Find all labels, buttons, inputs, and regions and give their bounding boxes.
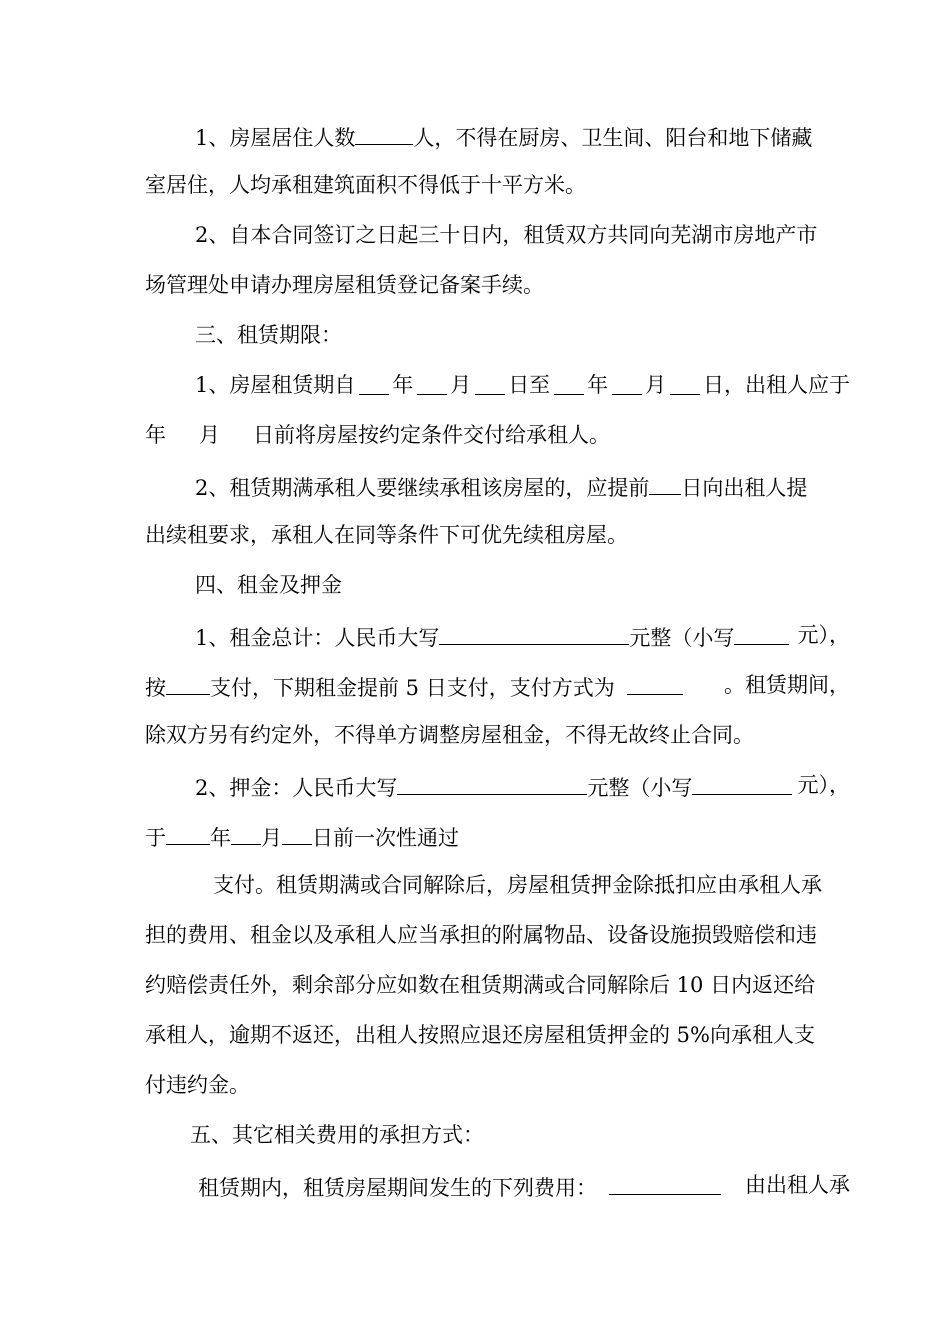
blank-end-month[interactable] xyxy=(612,370,642,395)
text: 支付。租赁期满或合同解除后，房屋租赁押金除抵扣应由承租人承 xyxy=(213,873,822,897)
text: 1、房屋居住人数 xyxy=(195,126,356,150)
text: 日前一次性通过 xyxy=(312,826,459,850)
blank-rent-words[interactable] xyxy=(439,620,629,645)
para-rent-line-1 xyxy=(195,620,850,653)
text: 2、自本合同签订之日起三十日内，租赁双方共同向芜湖市房地产市 xyxy=(195,223,818,247)
para-registration-line-2: 场管理处申请办理房屋租赁登记备案手续。 xyxy=(145,273,544,297)
text: 于 xyxy=(145,826,166,850)
text: 日至 xyxy=(508,373,551,397)
text: 年 xyxy=(210,826,231,850)
text: 月 xyxy=(645,373,667,397)
section-heading-rent-deposit: 四、租金及押金 xyxy=(195,573,342,597)
text: 月 xyxy=(261,826,282,850)
text: 人，不得在厨房、卫生间、阳台和地下储藏 xyxy=(413,126,813,150)
text: 月 xyxy=(199,423,220,447)
para-deposit-line-1 xyxy=(195,770,850,803)
para-rent-line-3: 除双方另有约定外，不得单方调整房屋租金，不得无故终止合同。 xyxy=(145,723,754,747)
section-heading-lease-term: 三、租赁期限： xyxy=(195,323,342,347)
blank-deposit-month[interactable] xyxy=(231,820,261,845)
para-registration-line-1 xyxy=(195,220,850,250)
para-residents-line-1 xyxy=(195,120,850,153)
text: 年 xyxy=(145,423,166,447)
para-deposit-line-4 xyxy=(145,920,850,950)
text: 日向出租人提 xyxy=(681,476,808,500)
text: 担的费用、租金以及承租人应当承担的附属物品、设备设施损毁赔偿和违 xyxy=(145,923,817,947)
text: 2、押金：人民币大写 xyxy=(195,776,398,800)
blank-start-month[interactable] xyxy=(417,370,447,395)
blank-resident-count[interactable] xyxy=(355,120,413,145)
para-residents-line-2: 室居住，人均承租建筑面积不得低于十平方米。 xyxy=(145,173,586,197)
para-other-fees-line-1 xyxy=(198,1170,850,1203)
blank-end-year[interactable] xyxy=(554,370,584,395)
blank-rent-figures[interactable] xyxy=(734,620,789,645)
text: 日前将房屋按约定条件交付给承租人。 xyxy=(253,423,610,447)
text: 。租赁期间， xyxy=(724,673,850,697)
blank-deposit-year[interactable] xyxy=(166,820,210,845)
blank-start-year[interactable] xyxy=(359,370,389,395)
blank-notice-days[interactable] xyxy=(649,470,681,495)
text: 约赔偿责任外，剩余部分应如数在租赁期满或合同解除后 10 日内返还给 xyxy=(145,973,816,997)
para-deposit-line-7: 付违约金。 xyxy=(145,1073,250,1097)
text: 元整（小写 xyxy=(629,626,735,650)
text: 年 xyxy=(587,373,609,397)
blank-deposit-words[interactable] xyxy=(397,770,587,795)
para-lease-term-line-1 xyxy=(195,370,850,400)
text: 年 xyxy=(392,373,414,397)
para-rent-line-2 xyxy=(145,670,850,703)
text: 由出租人承 xyxy=(745,1173,850,1197)
text: 日，出租人应于 xyxy=(703,373,850,397)
text: 元整（小写 xyxy=(587,776,693,800)
text: 2、租赁期满承租人要继续承租该房屋的，应提前 xyxy=(195,476,650,500)
text: 月 xyxy=(450,373,472,397)
text: 承租人，逾期不返还，出租人按照应退还房屋租赁押金的 5%向承租人支 xyxy=(145,1023,815,1047)
para-renewal-line-1 xyxy=(195,470,850,503)
section-heading-other-fees: 五、其它相关费用的承担方式： xyxy=(190,1123,484,1147)
text: 支付，下期租金提前 5 日支付，支付方式为 xyxy=(210,676,615,700)
blank-payment-method[interactable] xyxy=(627,670,683,695)
text: 元）， xyxy=(797,773,850,797)
text: 1、房屋租赁期自 xyxy=(195,373,356,397)
para-deposit-line-6 xyxy=(145,1020,850,1050)
text: 1、租金总计：人民币大写 xyxy=(195,626,440,650)
blank-end-day[interactable] xyxy=(670,370,700,395)
blank-deposit-figures[interactable] xyxy=(692,770,792,795)
text: 元）， xyxy=(797,623,850,647)
para-deposit-line-3 xyxy=(213,870,850,900)
para-renewal-line-2: 出续租要求，承租人在同等条件下可优先续租房屋。 xyxy=(145,523,628,547)
para-deposit-line-5 xyxy=(145,970,850,1000)
blank-landlord-fees[interactable] xyxy=(609,1170,721,1195)
blank-start-day[interactable] xyxy=(475,370,505,395)
text: 租赁期内，租赁房屋期间发生的下列费用： xyxy=(198,1176,597,1200)
para-lease-term-line-2 xyxy=(145,420,850,450)
para-deposit-line-2 xyxy=(145,820,850,853)
blank-deposit-day[interactable] xyxy=(282,820,312,845)
blank-payment-period[interactable] xyxy=(166,670,210,695)
text: 按 xyxy=(145,676,166,700)
